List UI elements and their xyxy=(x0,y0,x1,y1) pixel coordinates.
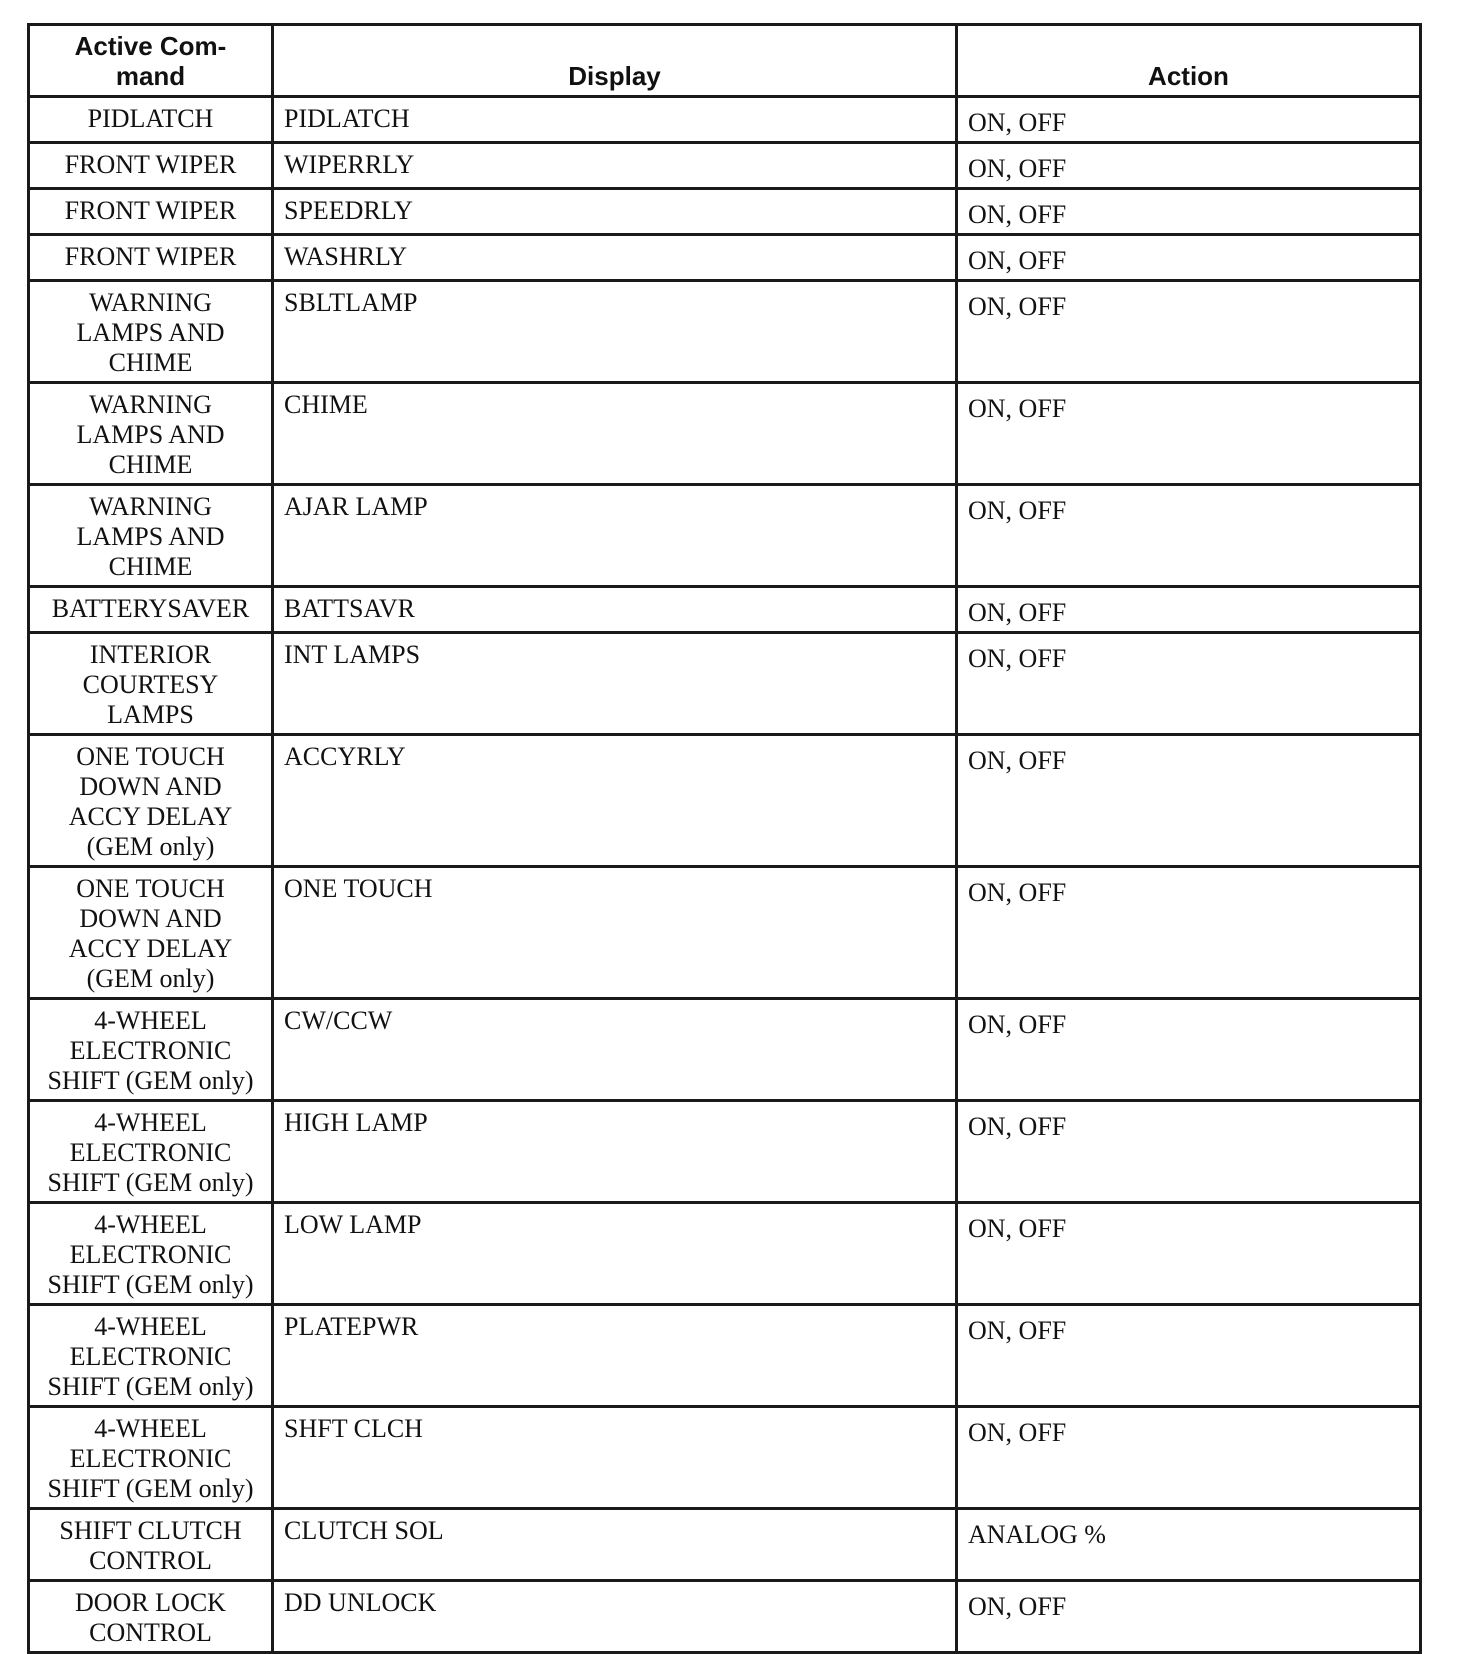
cell-action: ON, OFF xyxy=(957,1581,1421,1653)
cell-action: ON, OFF xyxy=(957,383,1421,485)
cell-display: SBLTLAMP xyxy=(273,281,957,383)
cell-active-command: FRONT WIPER xyxy=(29,143,273,189)
cell-action: ON, OFF xyxy=(957,97,1421,143)
cell-active-command: BATTERYSAVER xyxy=(29,587,273,633)
cell-action: ON, OFF xyxy=(957,587,1421,633)
cell-active-command: INTERIOR COURTESY LAMPS xyxy=(29,633,273,735)
table-body xyxy=(29,97,1421,1653)
cell-display: SHFT CLCH xyxy=(273,1407,957,1509)
table-header xyxy=(29,25,1421,97)
command-table xyxy=(27,23,1422,1654)
table-row xyxy=(29,143,1421,189)
cell-display: CW/CCW xyxy=(273,999,957,1101)
cell-display: CHIME xyxy=(273,383,957,485)
cell-active-command: WARNING LAMPS AND CHIME xyxy=(29,281,273,383)
table-row xyxy=(29,485,1421,587)
cell-action: ON, OFF xyxy=(957,1101,1421,1203)
table-row xyxy=(29,999,1421,1101)
cell-active-command: FRONT WIPER xyxy=(29,189,273,235)
cell-action: ON, OFF xyxy=(957,1203,1421,1305)
cell-display: CLUTCH SOL xyxy=(273,1509,957,1581)
cell-display: WASHRLY xyxy=(273,235,957,281)
table-row xyxy=(29,633,1421,735)
table-row xyxy=(29,235,1421,281)
header-action: Action xyxy=(957,25,1421,97)
table-row xyxy=(29,735,1421,867)
header-active-command: Active Com- mand xyxy=(29,25,273,97)
cell-action: ON, OFF xyxy=(957,1407,1421,1509)
cell-display: SPEEDRLY xyxy=(273,189,957,235)
cell-action: ON, OFF xyxy=(957,281,1421,383)
table-row xyxy=(29,1407,1421,1509)
table-row xyxy=(29,281,1421,383)
cell-active-command: DOOR LOCK CONTROL xyxy=(29,1581,273,1653)
table-row xyxy=(29,1203,1421,1305)
cell-display: WIPERRLY xyxy=(273,143,957,189)
cell-active-command: 4-WHEEL ELECTRONIC SHIFT (GEM only) xyxy=(29,999,273,1101)
table-row xyxy=(29,1305,1421,1407)
cell-action: ON, OFF xyxy=(957,867,1421,999)
cell-action: ANALOG % xyxy=(957,1509,1421,1581)
table-row xyxy=(29,1581,1421,1653)
cell-active-command: SHIFT CLUTCH CONTROL xyxy=(29,1509,273,1581)
cell-display: INT LAMPS xyxy=(273,633,957,735)
cell-active-command: PIDLATCH xyxy=(29,97,273,143)
cell-active-command: ONE TOUCH DOWN AND ACCY DELAY (GEM only) xyxy=(29,735,273,867)
cell-action: ON, OFF xyxy=(957,189,1421,235)
cell-action: ON, OFF xyxy=(957,999,1421,1101)
table-row xyxy=(29,867,1421,999)
cell-display: HIGH LAMP xyxy=(273,1101,957,1203)
cell-display: PLATEPWR xyxy=(273,1305,957,1407)
cell-active-command: FRONT WIPER xyxy=(29,235,273,281)
cell-action: ON, OFF xyxy=(957,143,1421,189)
cell-active-command: WARNING LAMPS AND CHIME xyxy=(29,383,273,485)
header-display: Display xyxy=(273,25,957,97)
cell-active-command: 4-WHEEL ELECTRONIC SHIFT (GEM only) xyxy=(29,1305,273,1407)
cell-active-command: 4-WHEEL ELECTRONIC SHIFT (GEM only) xyxy=(29,1101,273,1203)
table-row xyxy=(29,1509,1421,1581)
table-row xyxy=(29,1101,1421,1203)
cell-display: ONE TOUCH xyxy=(273,867,957,999)
cell-action: ON, OFF xyxy=(957,1305,1421,1407)
cell-display: DD UNLOCK xyxy=(273,1581,957,1653)
table-row xyxy=(29,189,1421,235)
cell-action: ON, OFF xyxy=(957,633,1421,735)
cell-display: ACCYRLY xyxy=(273,735,957,867)
cell-action: ON, OFF xyxy=(957,485,1421,587)
cell-display: AJAR LAMP xyxy=(273,485,957,587)
table-row xyxy=(29,383,1421,485)
cell-display: BATTSAVR xyxy=(273,587,957,633)
cell-action: ON, OFF xyxy=(957,235,1421,281)
cell-display: LOW LAMP xyxy=(273,1203,957,1305)
cell-display: PIDLATCH xyxy=(273,97,957,143)
header-row xyxy=(29,25,1421,97)
cell-active-command: ONE TOUCH DOWN AND ACCY DELAY (GEM only) xyxy=(29,867,273,999)
cell-active-command: 4-WHEEL ELECTRONIC SHIFT (GEM only) xyxy=(29,1407,273,1509)
cell-action: ON, OFF xyxy=(957,735,1421,867)
table-row xyxy=(29,97,1421,143)
cell-active-command: WARNING LAMPS AND CHIME xyxy=(29,485,273,587)
cell-active-command: 4-WHEEL ELECTRONIC SHIFT (GEM only) xyxy=(29,1203,273,1305)
table-row xyxy=(29,587,1421,633)
